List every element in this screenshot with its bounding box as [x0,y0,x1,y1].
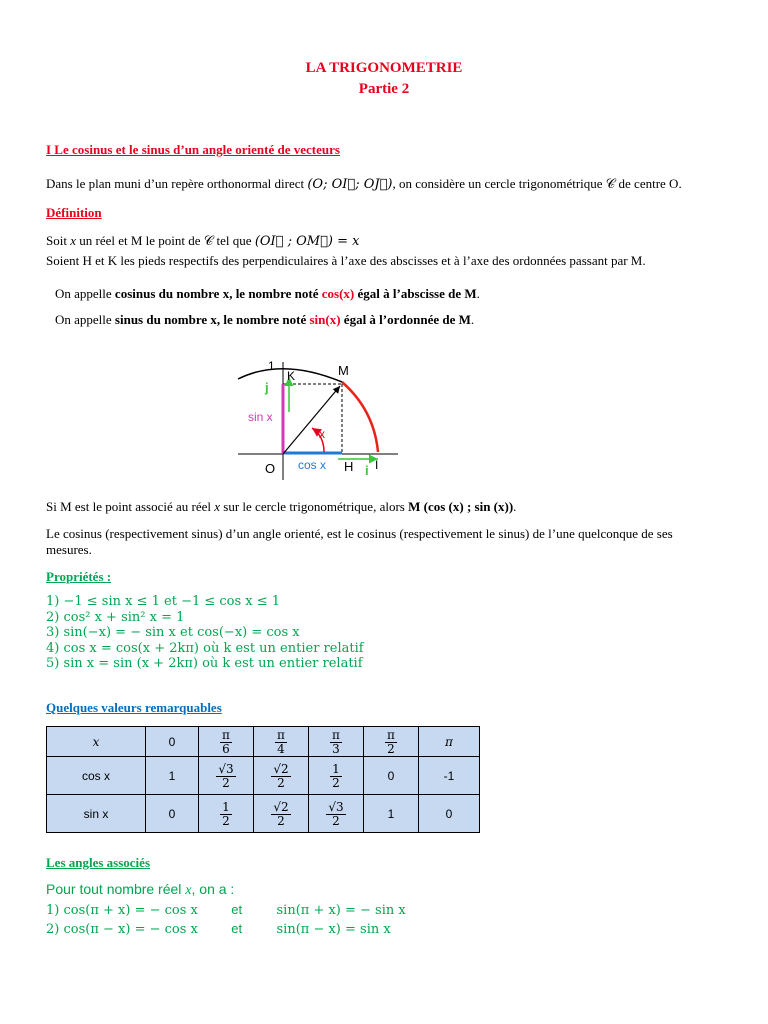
definition-label: Définition [46,205,102,220]
label-sinx: sin x [248,410,273,424]
label-O: O [265,461,276,476]
property-5: 5) sin x = sin (x + 2kπ) où k est un entier relatif [46,656,363,671]
sin-def-b: sinus du nombre [114,312,208,327]
label-x: x [319,427,325,441]
cos-def-a: On appelle [55,286,112,301]
angle-statement: Le cosinus (respectivement sinus) d’un angle orienté, est le cosinus (respectivement le sinus) de l’une quelconque de ses mesures. [46,526,673,557]
label-K: K [287,369,296,383]
point-text-a: Si M est le point associé au réel [46,499,211,514]
table-cell [309,727,364,757]
table-cell: 0 [419,795,480,833]
label-one: 1 [268,359,275,373]
property-1: 1) −1 ≤ sin x ≤ 1 et −1 ≤ cos x ≤ 1 [46,594,281,609]
trig-circle-diagram [232,352,404,482]
table-cell: x [47,727,146,757]
def-text-c: tel que [216,233,252,248]
table-cell: 0 [146,795,199,833]
frac-num: π [277,727,285,742]
frac-den: 4 [277,741,285,756]
associated-label: Les angles associés [46,855,150,870]
table-row-sin [47,795,480,833]
page-title: LA TRIGONOMETRIE [305,60,463,76]
property-2: 2) cos² x + sin² x = 1 [46,609,185,625]
sin-def-fn: sin(x) [309,312,341,327]
assoc-2-left: 2) cos(π − x) = − cos x [46,922,198,937]
table-cell: -1 [419,757,480,795]
property-3: 3) sin(−x) = − sin x et cos(−x) = cos x [46,625,300,640]
intro-text-c: de centre O. [618,176,682,191]
frac-den: 2 [332,813,340,828]
point-statement [46,499,516,515]
frac-den: 2 [222,813,230,828]
cos-def-d: égal à l’abscisse de M [357,286,477,301]
frac-den: 2 [222,775,230,790]
frac-num: √3 [218,761,234,776]
associated-intro [46,881,234,899]
intro-text-b: , on considère un cercle trigonométrique [392,176,603,191]
assoc-1-mid: et [231,902,243,917]
associated-line-2 [46,921,391,937]
cosine-definition [55,286,480,302]
table-cell [309,757,364,795]
assoc-2-right: sin(π − x) = sin x [276,922,391,937]
sin-def-d: égal à l’ordonnée de M [343,312,471,327]
values-table [46,726,480,833]
table-cell [254,727,309,757]
label-j: j [265,380,269,395]
table-cell: 0 [364,757,419,795]
table-cell: 0 [146,727,199,757]
sin-def-a: On appelle [55,312,112,327]
point-coords: M (cos (x) ; sin (x)) [408,499,514,514]
circle-symbol: 𝒞 [605,176,616,191]
table-cell: 1 [364,795,419,833]
page-subtitle: Partie 2 [358,81,410,97]
om-vector [283,386,340,454]
table-cell: cos x [47,757,146,795]
frac-num: √2 [273,761,289,776]
point-period: . [513,499,517,514]
section-heading: I Le cosinus et le sinus d’un angle orienté de vecteurs [46,142,340,157]
frac-num: π [387,727,395,742]
def-text-a: Soit [46,233,67,248]
table-cell: sin x [47,795,146,833]
cos-def-fn: cos(x) [321,286,355,301]
def-text-b: un réel et M le point de [79,233,201,248]
def-angle-math: (OI⃗ ; OM⃗) = x [254,234,360,249]
point-var-x: x [214,499,221,514]
point-text-b: sur le cercle trigonométrique, alors [223,499,405,514]
frac-den: 2 [387,741,395,756]
sin-def-period: . [470,312,475,327]
label-cosx: cos x [298,458,327,472]
table-cell [199,727,254,757]
table-cell [199,757,254,795]
table-cell [254,757,309,795]
cos-def-b: cosinus du nombre [114,286,220,301]
table-cell [254,795,309,833]
assoc-1-left: 1) cos(π + x) = − cos x [46,903,198,918]
def-var-x: x [70,233,76,248]
cos-def-period: . [476,286,480,301]
frac-den: 2 [277,813,285,828]
label-M: M [338,363,349,378]
assoc-1-right: sin(π + x) = − sin x [276,903,406,918]
assoc-intro-b: , on a : [191,881,235,897]
intro-line [46,176,682,192]
table-cell [199,795,254,833]
assoc-intro-a: Pour tout nombre réel [46,881,182,897]
def-circle-symbol: 𝒞 [203,233,214,248]
sin-def-c: x, le nombre noté [210,312,307,327]
label-i: i [365,463,369,478]
properties-label: Propriétés : [46,569,112,584]
table-cell [364,727,419,757]
frac-num: √3 [328,799,344,814]
table-cell: π [419,727,480,757]
frac-den: 2 [332,775,340,790]
values-label: Quelques valeurs remarquables [46,700,222,715]
associated-line-1 [46,902,406,918]
label-I: I [375,458,379,472]
angle-arc [342,382,378,452]
definition-line-1 [46,233,359,249]
definition-line-2: Soient H et K les pieds respectifs des perpendiculaires à l’axe des abscisses et à l’axe des ordonnées passant par M. [46,253,646,268]
frac-num: 1 [332,761,340,776]
cos-def-c: x, le nombre noté [222,286,319,301]
table-cell [309,795,364,833]
sine-definition [55,312,474,328]
frac-num: π [222,727,230,742]
table-cell: 1 [146,757,199,795]
intro-text-a: Dans le plan muni d’un repère orthonormal direct [46,176,305,191]
properties-list [46,594,364,672]
assoc-2-mid: et [231,921,243,936]
label-H: H [344,459,354,474]
frac-den: 2 [277,775,285,790]
frac-num: √2 [273,799,289,814]
table-header-row [47,727,480,757]
frac-den: 6 [222,741,230,756]
frac-num: π [332,727,340,742]
frac-den: 3 [332,741,340,756]
intro-frame-math: (O; OI⃗; OJ⃗) [307,177,393,192]
table-row-cos [47,757,480,795]
assoc-var-x: x [185,883,192,898]
property-4: 4) cos x = cos(x + 2kπ) où k est un entier relatif [46,640,364,656]
frac-num: 1 [222,799,230,814]
